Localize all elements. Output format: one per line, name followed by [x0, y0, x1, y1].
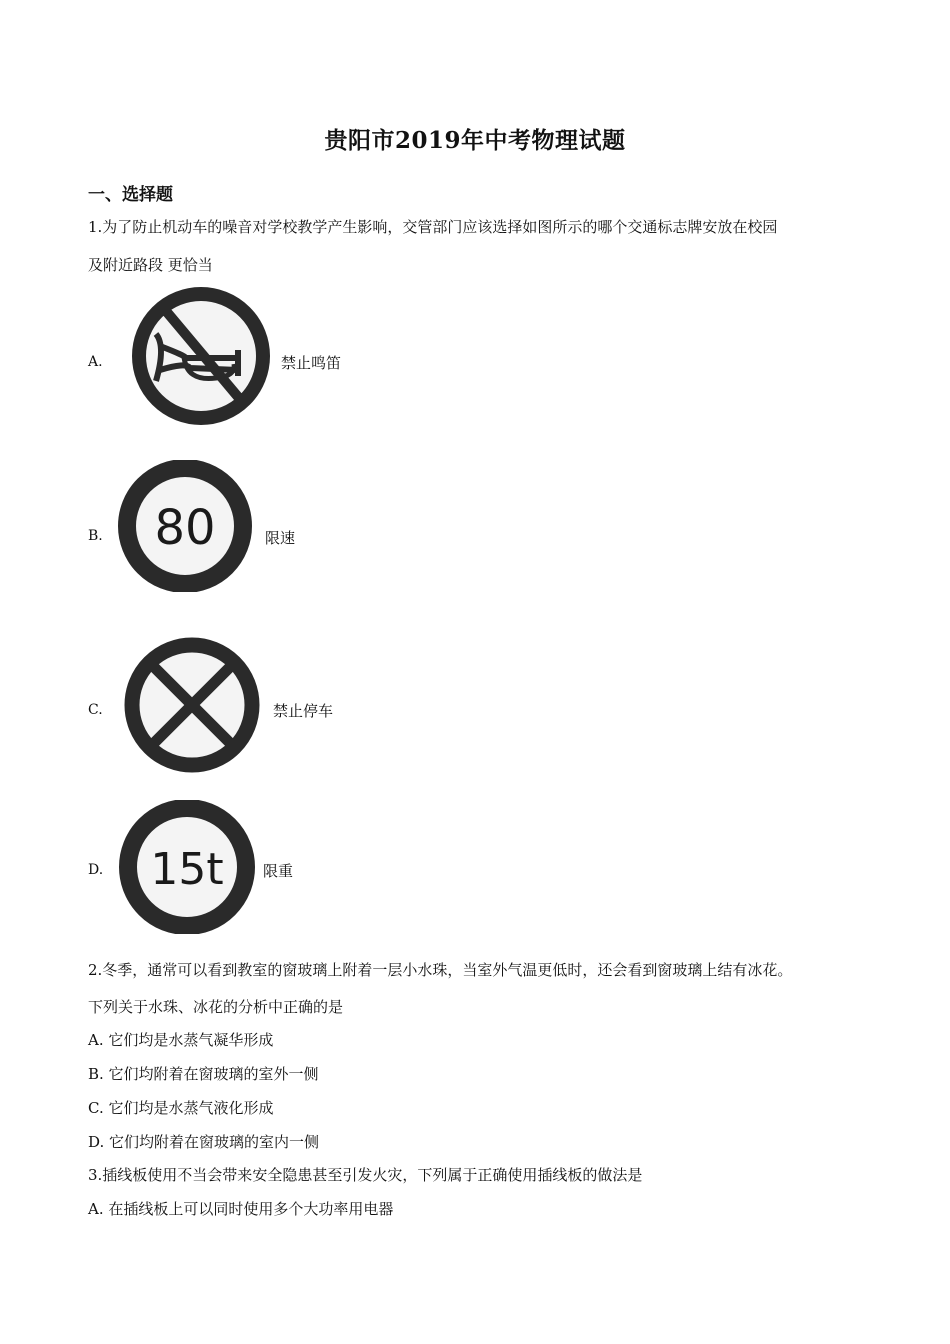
q2-option-d: D. 它们均附着在窗玻璃的室内一侧	[88, 1133, 320, 1151]
page-title: 贵阳市2019年中考物理试题	[324, 127, 626, 154]
weight-limit-sign-icon	[114, 800, 260, 934]
q2-option-c: C. 它们均是水蒸气液化形成	[88, 1099, 274, 1117]
no-horn-sign-icon	[126, 286, 276, 426]
question-1-text-line-2: 及附近路段 更恰当	[88, 256, 213, 274]
q1-option-b-label: 限速	[265, 529, 296, 547]
q1-option-c-letter: C.	[88, 702, 103, 718]
q2-option-a: A. 它们均是水蒸气凝华形成	[88, 1031, 274, 1049]
question-2-text-line-1: 2.冬季，通常可以看到教室的窗玻璃上附着一层小水珠，当室外气温更低时，还会看到窗玻璃上结有冰花。	[88, 961, 793, 979]
question-3-text-line-1: 3.插线板使用不当会带来安全隐患甚至引发火灾，下列属于正确使用插线板的做法是	[88, 1166, 643, 1184]
q2-option-b: B. 它们均附着在窗玻璃的室外一侧	[88, 1065, 319, 1083]
section-heading: 一、选择题	[88, 185, 173, 205]
q1-option-b-letter: B.	[88, 528, 103, 544]
q3-option-a: A. 在插线板上可以同时使用多个大功率用电器	[88, 1200, 394, 1218]
no-parking-sign-icon	[121, 636, 263, 774]
q1-option-a-letter: A.	[88, 354, 103, 370]
weight-limit-value: 15t	[150, 844, 224, 895]
q1-option-d-label: 限重	[263, 862, 294, 880]
speed-limit-sign-icon	[114, 460, 256, 592]
q1-option-d-letter: D.	[88, 862, 104, 878]
question-2-text-line-2: 下列关于水珠、冰花的分析中正确的是	[88, 998, 344, 1016]
speed-limit-value: 80	[154, 500, 216, 556]
question-1-text-line-1: 1.为了防止机动车的噪音对学校教学产生影响，交管部门应该选择如图所示的哪个交通标志牌安放在校园	[88, 218, 778, 236]
q1-option-a-label: 禁止鸣笛	[281, 354, 342, 372]
q1-option-c-label: 禁止停车	[273, 702, 334, 720]
